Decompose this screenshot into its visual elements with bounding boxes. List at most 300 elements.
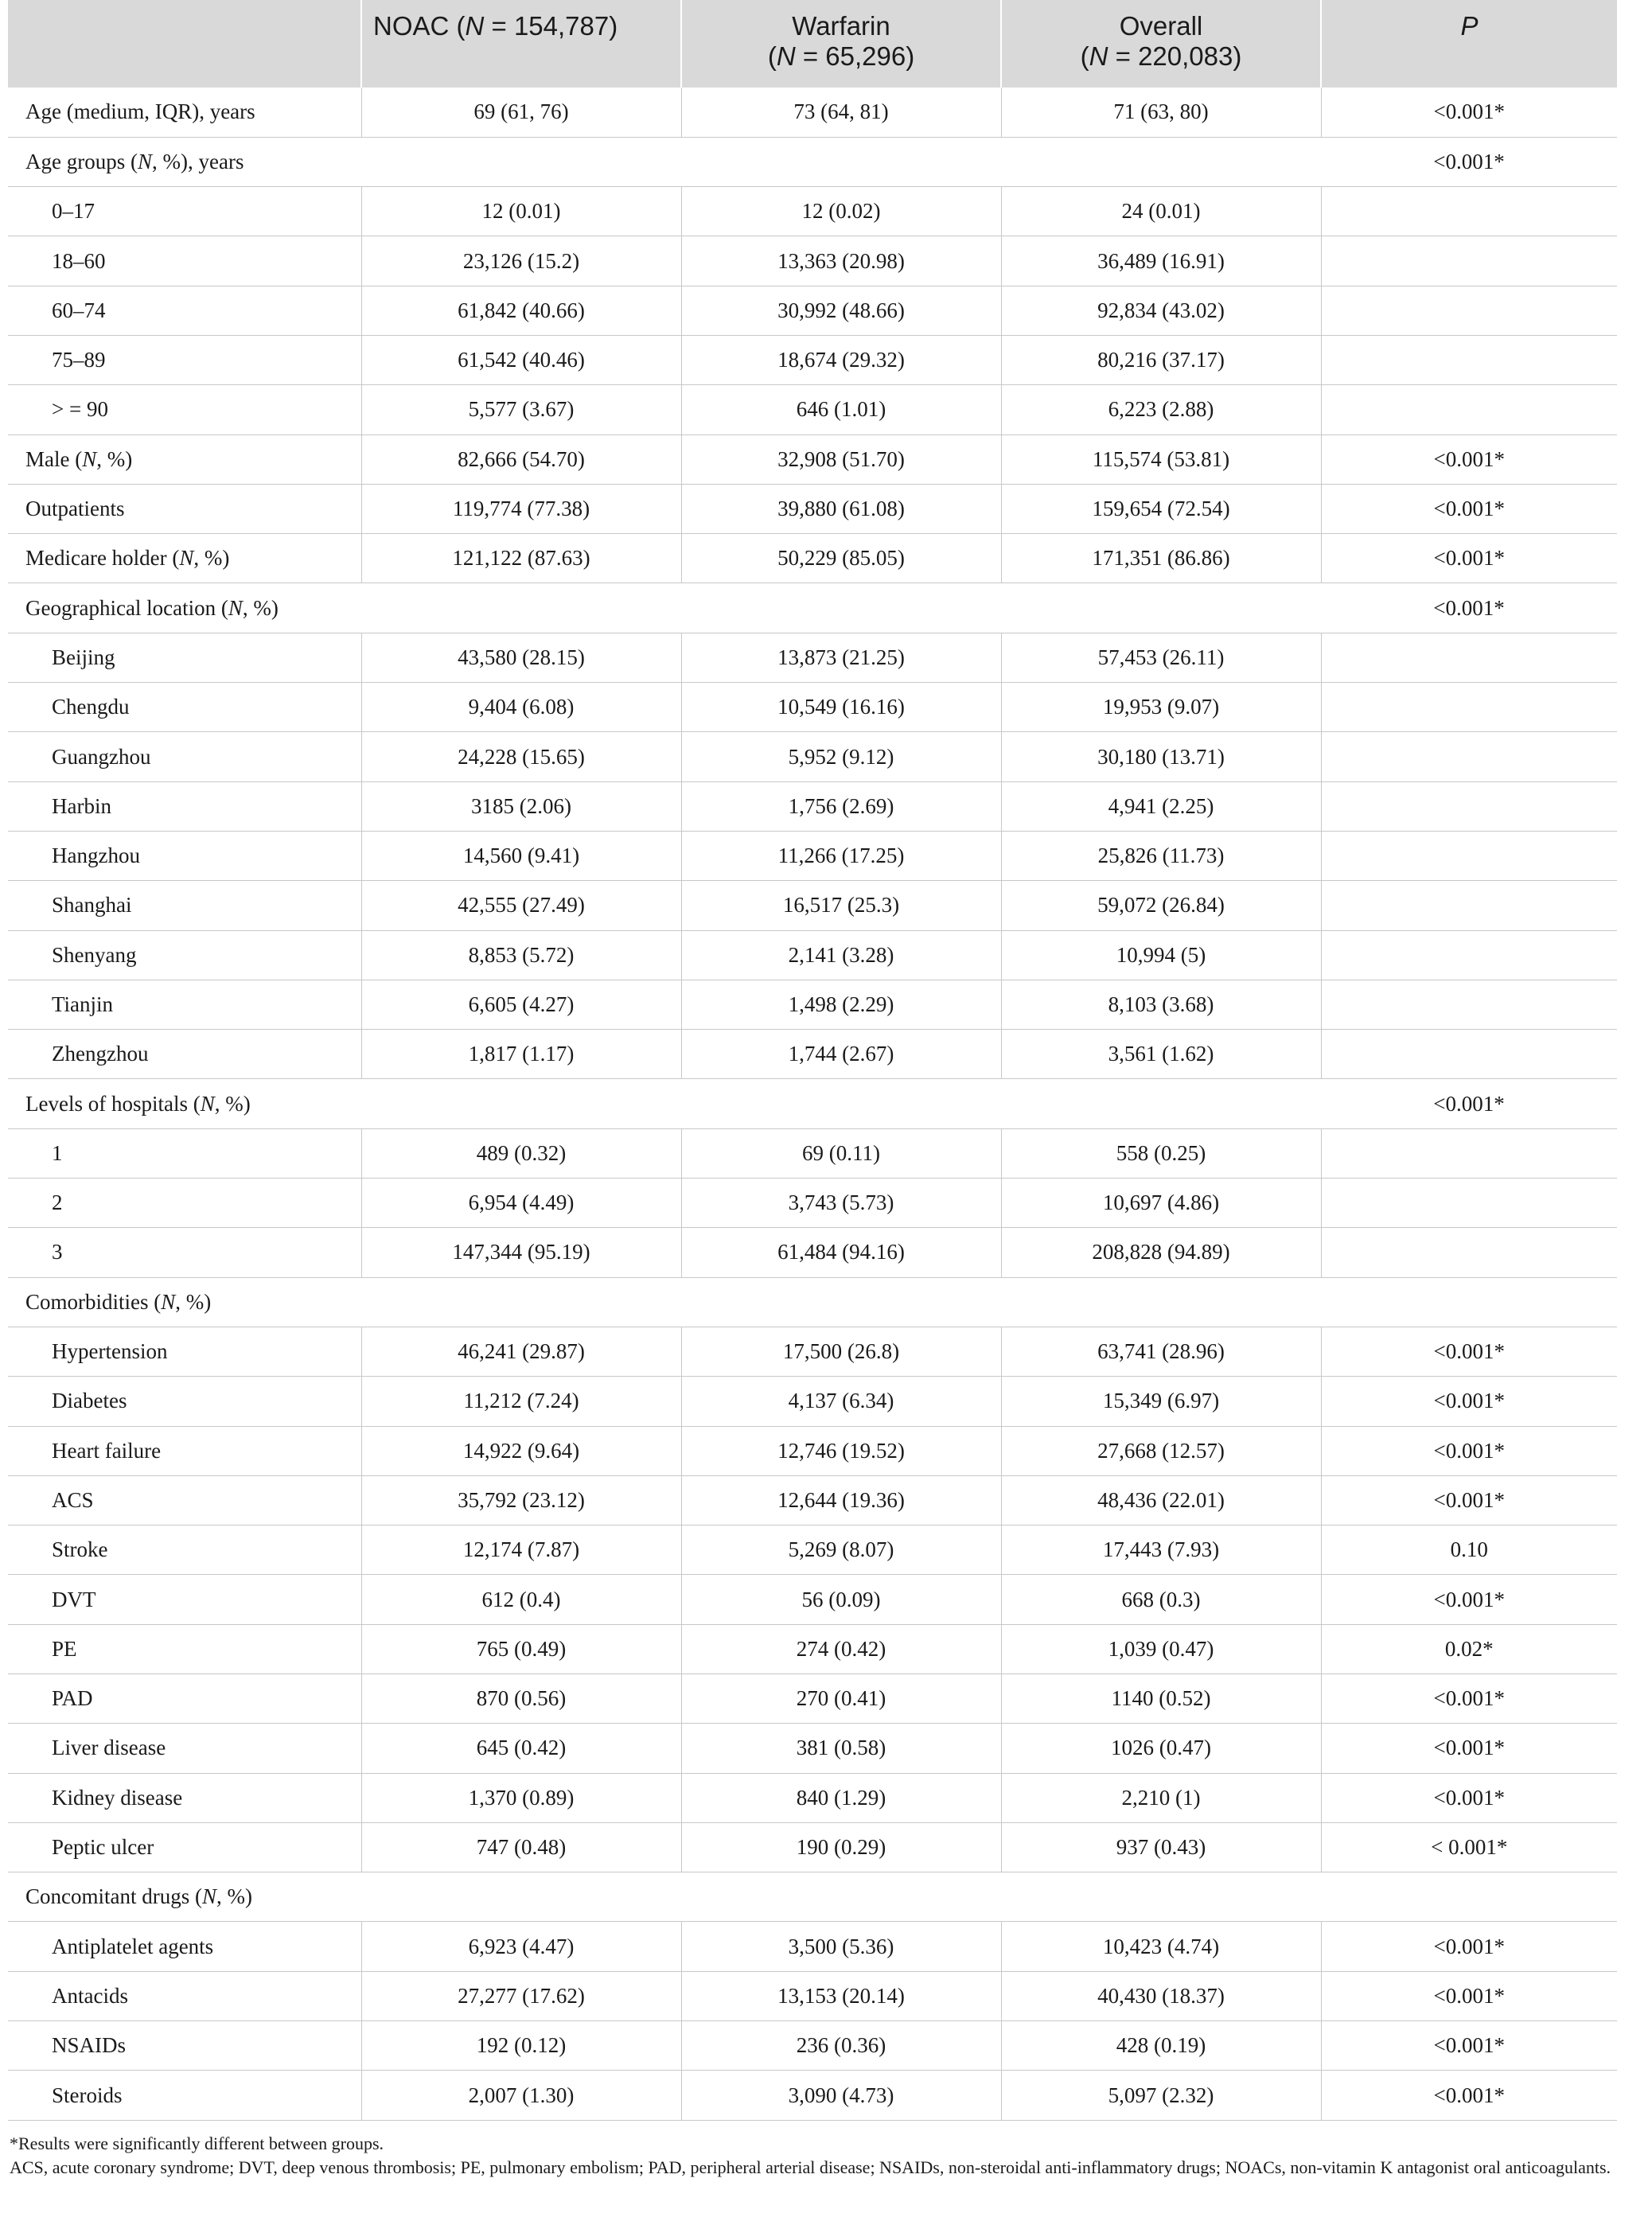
cell-noac: 3185 (2.06): [361, 781, 681, 831]
row-label-text: ACS: [52, 1487, 94, 1512]
row-label: [8, 1922, 361, 1971]
header-overall-title: Overall: [1119, 11, 1203, 41]
cell-p-value: <0.001*: [1321, 1724, 1617, 1773]
row-label: [8, 633, 361, 682]
cell-p-value: <0.001*: [1321, 1327, 1617, 1376]
cell-p-value: [1321, 831, 1617, 880]
table-row: [8, 1773, 1617, 1822]
baseline-characteristics-table: [8, 0, 1617, 2121]
row-label: [8, 1475, 361, 1525]
cell-noac: [361, 1872, 681, 1922]
row-label: [8, 881, 361, 930]
table-row: [8, 1872, 1617, 1922]
cell-noac: 61,842 (40.66): [361, 286, 681, 335]
cell-noac: 612 (0.4): [361, 1575, 681, 1624]
row-label: [8, 286, 361, 335]
cell-warfarin: 3,090 (4.73): [681, 2071, 1001, 2120]
row-label-text: Hypertension: [52, 1339, 168, 1364]
cell-p-value: [1321, 781, 1617, 831]
cell-p-value: [1321, 1277, 1617, 1327]
table-row: [8, 1277, 1617, 1327]
table-row: [8, 1426, 1617, 1475]
cell-noac: 35,792 (23.12): [361, 1475, 681, 1525]
row-label: [8, 2021, 361, 2071]
row-label-italic: N: [228, 595, 243, 620]
row-label: [8, 385, 361, 434]
cell-warfarin: 236 (0.36): [681, 2021, 1001, 2071]
row-label: [8, 1327, 361, 1376]
row-label-italic: N: [201, 1884, 216, 1909]
row-label: [8, 781, 361, 831]
cell-warfarin: 11,266 (17.25): [681, 831, 1001, 880]
row-label-text: Concomitant drugs (: [25, 1884, 202, 1909]
header-overall-open: (: [1080, 41, 1089, 71]
table-row: [8, 286, 1617, 335]
cell-warfarin: 50,229 (85.05): [681, 534, 1001, 583]
row-label-text: Male (: [25, 446, 83, 471]
cell-overall: 558 (0.25): [1001, 1128, 1321, 1178]
row-label-suffix: , %): [193, 546, 230, 571]
header-noac: [361, 0, 681, 88]
row-label: [8, 1575, 361, 1624]
cell-overall: [1001, 1277, 1321, 1327]
cell-warfarin: 69 (0.11): [681, 1128, 1001, 1178]
cell-warfarin: 18,674 (29.32): [681, 335, 1001, 384]
header-p-value: [1321, 0, 1617, 88]
cell-p-value: <0.001*: [1321, 484, 1617, 533]
cell-noac: 9,404 (6.08): [361, 683, 681, 732]
cell-noac: 23,126 (15.2): [361, 236, 681, 286]
row-label: [8, 335, 361, 384]
cell-warfarin: 39,880 (61.08): [681, 484, 1001, 533]
row-label: [8, 1079, 361, 1128]
table-row: [8, 88, 1617, 137]
cell-warfarin: 3,743 (5.73): [681, 1179, 1001, 1228]
table-row: [8, 1228, 1617, 1277]
table-row: [8, 1079, 1617, 1128]
table-container: [8, 0, 1644, 2180]
cell-noac: 46,241 (29.87): [361, 1327, 681, 1376]
table-row: [8, 1674, 1617, 1724]
cell-noac: 870 (0.56): [361, 1674, 681, 1724]
cell-overall: 92,834 (43.02): [1001, 286, 1321, 335]
cell-p-value: <0.001*: [1321, 1922, 1617, 1971]
cell-overall: 40,430 (18.37): [1001, 1971, 1321, 2020]
cell-overall: 80,216 (37.17): [1001, 335, 1321, 384]
table-row: [8, 1525, 1617, 1575]
cell-p-value: [1321, 732, 1617, 781]
header-warfarin-open: (: [767, 41, 777, 71]
cell-warfarin: 5,269 (8.07): [681, 1525, 1001, 1575]
cell-p-value: <0.001*: [1321, 1971, 1617, 2020]
cell-overall: 428 (0.19): [1001, 2021, 1321, 2071]
row-label-text: Zhengzhou: [52, 1042, 149, 1066]
cell-p-value: <0.001*: [1321, 2071, 1617, 2120]
footnote-significance: *Results were significantly different between groups.: [10, 2133, 384, 2153]
cell-overall: 937 (0.43): [1001, 1822, 1321, 1872]
cell-overall: 59,072 (26.84): [1001, 881, 1321, 930]
table-row: [8, 1377, 1617, 1426]
cell-noac: 121,122 (87.63): [361, 534, 681, 583]
cell-warfarin: 73 (64, 81): [681, 88, 1001, 137]
row-label: [8, 980, 361, 1029]
row-label-italic: N: [137, 149, 152, 173]
table-row: [8, 385, 1617, 434]
table-row: [8, 1724, 1617, 1773]
row-label-text: 0–17: [52, 199, 95, 224]
row-label-text: Shenyang: [52, 942, 137, 967]
cell-p-value: [1321, 385, 1617, 434]
row-label: [8, 484, 361, 533]
header-warfarin-title: Warfarin: [792, 11, 890, 41]
cell-noac: 12 (0.01): [361, 187, 681, 236]
cell-p-value: [1321, 881, 1617, 930]
cell-warfarin: 61,484 (94.16): [681, 1228, 1001, 1277]
cell-warfarin: 13,873 (21.25): [681, 633, 1001, 682]
cell-warfarin: 190 (0.29): [681, 1822, 1001, 1872]
table-row: [8, 831, 1617, 880]
row-label-suffix: , %): [96, 446, 133, 471]
cell-warfarin: 274 (0.42): [681, 1624, 1001, 1674]
cell-overall: 27,668 (12.57): [1001, 1426, 1321, 1475]
row-label-text: Antiplatelet agents: [52, 1934, 214, 1958]
cell-warfarin: 1,744 (2.67): [681, 1030, 1001, 1079]
cell-overall: 15,349 (6.97): [1001, 1377, 1321, 1426]
cell-warfarin: [681, 583, 1001, 633]
cell-warfarin: 10,549 (16.16): [681, 683, 1001, 732]
row-label: [8, 732, 361, 781]
row-label: [8, 534, 361, 583]
cell-overall: [1001, 1872, 1321, 1922]
row-label-text: NSAIDs: [52, 2033, 127, 2058]
row-label: [8, 1773, 361, 1822]
row-label-text: > = 90: [52, 397, 108, 422]
cell-p-value: <0.001*: [1321, 137, 1617, 186]
row-label-text: Heart failure: [52, 1438, 162, 1463]
cell-noac: 5,577 (3.67): [361, 385, 681, 434]
row-label-text: Harbin: [52, 793, 111, 818]
row-label-text: PAD: [52, 1686, 93, 1711]
cell-overall: 1026 (0.47): [1001, 1724, 1321, 1773]
table-row: [8, 1575, 1617, 1624]
row-label-text: Kidney disease: [52, 1785, 183, 1810]
cell-warfarin: 5,952 (9.12): [681, 732, 1001, 781]
cell-p-value: <0.001*: [1321, 534, 1617, 583]
cell-overall: 171,351 (86.86): [1001, 534, 1321, 583]
row-label-text: Guangzhou: [52, 744, 151, 769]
row-label-text: Liver disease: [52, 1736, 166, 1760]
cell-noac: 765 (0.49): [361, 1624, 681, 1674]
table-row: [8, 1475, 1617, 1525]
cell-p-value: <0.001*: [1321, 1475, 1617, 1525]
cell-warfarin: 16,517 (25.3): [681, 881, 1001, 930]
cell-overall: 1140 (0.52): [1001, 1674, 1321, 1724]
cell-noac: 43,580 (28.15): [361, 633, 681, 682]
cell-overall: [1001, 583, 1321, 633]
row-label-text: 1: [52, 1140, 63, 1165]
cell-noac: 6,923 (4.47): [361, 1922, 681, 1971]
cell-warfarin: [681, 1079, 1001, 1128]
table-row: [8, 236, 1617, 286]
cell-noac: 11,212 (7.24): [361, 1377, 681, 1426]
cell-p-value: <0.001*: [1321, 2021, 1617, 2071]
cell-warfarin: 3,500 (5.36): [681, 1922, 1001, 1971]
table-row: [8, 434, 1617, 484]
cell-noac: 6,605 (4.27): [361, 980, 681, 1029]
cell-noac: 24,228 (15.65): [361, 732, 681, 781]
row-label: [8, 930, 361, 980]
cell-overall: 10,994 (5): [1001, 930, 1321, 980]
row-label: [8, 1724, 361, 1773]
cell-noac: 1,370 (0.89): [361, 1773, 681, 1822]
row-label-text: 3: [52, 1240, 63, 1264]
cell-noac: 192 (0.12): [361, 2021, 681, 2071]
cell-warfarin: 17,500 (26.8): [681, 1327, 1001, 1376]
row-label: [8, 1030, 361, 1079]
row-label: [8, 187, 361, 236]
table-body: [8, 88, 1617, 2120]
cell-p-value: 0.10: [1321, 1525, 1617, 1575]
cell-warfarin: 56 (0.09): [681, 1575, 1001, 1624]
table-row: [8, 930, 1617, 980]
header-overall-n: N: [1089, 41, 1108, 71]
row-label-text: Age (medium, IQR), years: [25, 99, 255, 124]
cell-noac: 69 (61, 76): [361, 88, 681, 137]
row-label-italic: N: [82, 446, 97, 471]
row-label-text: Beijing: [52, 645, 115, 669]
row-label: [8, 1277, 361, 1327]
cell-overall: 3,561 (1.62): [1001, 1030, 1321, 1079]
table-row: [8, 633, 1617, 682]
row-label-suffix: , %): [175, 1289, 212, 1314]
cell-warfarin: 13,153 (20.14): [681, 1971, 1001, 2020]
cell-overall: 159,654 (72.54): [1001, 484, 1321, 533]
cell-warfarin: [681, 137, 1001, 186]
cell-p-value: <0.001*: [1321, 1773, 1617, 1822]
table-row: [8, 1624, 1617, 1674]
cell-warfarin: 1,756 (2.69): [681, 781, 1001, 831]
row-label: [8, 2071, 361, 2120]
header-overall: [1001, 0, 1321, 88]
cell-overall: 48,436 (22.01): [1001, 1475, 1321, 1525]
cell-overall: 10,697 (4.86): [1001, 1179, 1321, 1228]
header-noac-text: NOAC (: [373, 11, 466, 41]
row-label-text: Geographical location (: [25, 595, 228, 620]
header-warfarin-count: = 65,296): [795, 41, 915, 71]
table-row: [8, 1179, 1617, 1228]
header-noac-n: N: [465, 11, 485, 41]
cell-noac: 14,922 (9.64): [361, 1426, 681, 1475]
row-label: [8, 236, 361, 286]
header-warfarin: [681, 0, 1001, 88]
table-header: [8, 0, 1617, 88]
cell-noac: 6,954 (4.49): [361, 1179, 681, 1228]
table-row: [8, 534, 1617, 583]
cell-overall: 6,223 (2.88): [1001, 385, 1321, 434]
cell-warfarin: 381 (0.58): [681, 1724, 1001, 1773]
row-label-text: Age groups (: [25, 149, 138, 173]
table-row: [8, 781, 1617, 831]
cell-noac: [361, 137, 681, 186]
row-label-text: Tianjin: [52, 992, 114, 1016]
cell-noac: 82,666 (54.70): [361, 434, 681, 484]
cell-warfarin: 12,746 (19.52): [681, 1426, 1001, 1475]
table-row: [8, 683, 1617, 732]
row-label: [8, 1822, 361, 1872]
cell-p-value: [1321, 1128, 1617, 1178]
table-row: [8, 1971, 1617, 2020]
row-label-text: 18–60: [52, 248, 106, 273]
row-label-text: Comorbidities (: [25, 1289, 162, 1314]
cell-warfarin: 840 (1.29): [681, 1773, 1001, 1822]
cell-noac: 645 (0.42): [361, 1724, 681, 1773]
cell-overall: 30,180 (13.71): [1001, 732, 1321, 781]
row-label: [8, 1377, 361, 1426]
row-label-text: Diabetes: [52, 1389, 127, 1413]
row-label-suffix: , %): [242, 595, 279, 620]
row-label-italic: N: [179, 546, 194, 571]
cell-overall: 668 (0.3): [1001, 1575, 1321, 1624]
cell-p-value: <0.001*: [1321, 1674, 1617, 1724]
header-blank: [8, 0, 361, 88]
cell-warfarin: 4,137 (6.34): [681, 1377, 1001, 1426]
cell-noac: 147,344 (95.19): [361, 1228, 681, 1277]
cell-p-value: [1321, 1179, 1617, 1228]
cell-noac: [361, 583, 681, 633]
row-label: [8, 831, 361, 880]
cell-warfarin: 2,141 (3.28): [681, 930, 1001, 980]
cell-overall: 25,826 (11.73): [1001, 831, 1321, 880]
cell-overall: 4,941 (2.25): [1001, 781, 1321, 831]
cell-p-value: <0.001*: [1321, 1377, 1617, 1426]
cell-p-value: [1321, 1872, 1617, 1922]
row-label: [8, 1426, 361, 1475]
cell-warfarin: 12,644 (19.36): [681, 1475, 1001, 1525]
row-label-text: DVT: [52, 1587, 96, 1611]
cell-overall: 10,423 (4.74): [1001, 1922, 1321, 1971]
cell-noac: 14,560 (9.41): [361, 831, 681, 880]
table-row: [8, 2071, 1617, 2120]
table-row: [8, 583, 1617, 633]
cell-overall: 24 (0.01): [1001, 187, 1321, 236]
row-label-text: PE: [52, 1636, 77, 1661]
row-label-text: Antacids: [52, 1983, 128, 2008]
row-label-text: Shanghai: [52, 893, 132, 918]
cell-overall: [1001, 1079, 1321, 1128]
row-label-text: Medicare holder (: [25, 546, 180, 571]
row-label-italic: N: [161, 1289, 176, 1314]
cell-warfarin: [681, 1872, 1001, 1922]
table-row: [8, 484, 1617, 533]
cell-p-value: <0.001*: [1321, 88, 1617, 137]
cell-overall: 5,097 (2.32): [1001, 2071, 1321, 2120]
cell-p-value: <0.001*: [1321, 1426, 1617, 1475]
row-label-text: Levels of hospitals (: [25, 1091, 201, 1116]
table-row: [8, 335, 1617, 384]
cell-overall: 2,210 (1): [1001, 1773, 1321, 1822]
row-label-suffix: , %): [214, 1091, 251, 1116]
cell-overall: 57,453 (26.11): [1001, 633, 1321, 682]
table-row: [8, 1327, 1617, 1376]
cell-noac: 119,774 (77.38): [361, 484, 681, 533]
cell-p-value: [1321, 187, 1617, 236]
cell-overall: [1001, 137, 1321, 186]
cell-warfarin: 32,908 (51.70): [681, 434, 1001, 484]
cell-p-value: <0.001*: [1321, 434, 1617, 484]
cell-overall: 63,741 (28.96): [1001, 1327, 1321, 1376]
row-label-text: 60–74: [52, 298, 106, 322]
cell-noac: [361, 1079, 681, 1128]
table-footnotes: [8, 2132, 1633, 2180]
cell-overall: 208,828 (94.89): [1001, 1228, 1321, 1277]
row-label-text: 2: [52, 1190, 63, 1215]
cell-warfarin: 13,363 (20.98): [681, 236, 1001, 286]
table-row: [8, 137, 1617, 186]
row-label: [8, 583, 361, 633]
row-label-suffix: , %): [216, 1884, 252, 1909]
row-label-text: 75–89: [52, 348, 106, 372]
cell-p-value: [1321, 633, 1617, 682]
row-label-text: Outpatients: [25, 497, 125, 521]
cell-warfarin: 12 (0.02): [681, 187, 1001, 236]
cell-overall: 1,039 (0.47): [1001, 1624, 1321, 1674]
row-label: [8, 683, 361, 732]
table-row: [8, 980, 1617, 1029]
cell-p-value: <0.001*: [1321, 1575, 1617, 1624]
cell-noac: 8,853 (5.72): [361, 930, 681, 980]
row-label: [8, 1525, 361, 1575]
cell-p-value: <0.001*: [1321, 583, 1617, 633]
cell-noac: 2,007 (1.30): [361, 2071, 681, 2120]
cell-p-value: 0.02*: [1321, 1624, 1617, 1674]
row-label: [8, 1971, 361, 2020]
header-overall-count: = 220,083): [1108, 41, 1242, 71]
table-row: [8, 1030, 1617, 1079]
cell-p-value: [1321, 683, 1617, 732]
row-label-suffix: , %), years: [152, 149, 244, 173]
cell-warfarin: 646 (1.01): [681, 385, 1001, 434]
row-label: [8, 1872, 361, 1922]
cell-noac: 747 (0.48): [361, 1822, 681, 1872]
cell-overall: 8,103 (3.68): [1001, 980, 1321, 1029]
cell-p-value: [1321, 1030, 1617, 1079]
cell-overall: 71 (63, 80): [1001, 88, 1321, 137]
header-row: [8, 0, 1617, 88]
row-label: [8, 434, 361, 484]
cell-noac: 27,277 (17.62): [361, 1971, 681, 2020]
cell-p-value: [1321, 1228, 1617, 1277]
row-label: [8, 137, 361, 186]
row-label-text: Chengdu: [52, 695, 130, 719]
header-noac-count: = 154,787): [484, 11, 618, 41]
table-row: [8, 1128, 1617, 1178]
row-label-text: Stroke: [52, 1537, 108, 1562]
row-label: [8, 1624, 361, 1674]
table-row: [8, 881, 1617, 930]
cell-p-value: [1321, 980, 1617, 1029]
table-row: [8, 732, 1617, 781]
row-label-text: Peptic ulcer: [52, 1835, 154, 1860]
table-row: [8, 187, 1617, 236]
footnote-abbreviations: ACS, acute coronary syndrome; DVT, deep venous thrombosis; PE, pulmonary embolism; PAD, peripheral arterial disease; NSAIDs, non-steroidal anti-inflammatory drugs; NOACs, non-vitamin K antagonist oral anticoagulants.: [10, 2157, 1611, 2177]
cell-noac: 12,174 (7.87): [361, 1525, 681, 1575]
row-label: [8, 88, 361, 137]
table-row: [8, 1922, 1617, 1971]
header-warfarin-n: N: [776, 41, 796, 71]
cell-warfarin: 1,498 (2.29): [681, 980, 1001, 1029]
cell-noac: [361, 1277, 681, 1327]
row-label: [8, 1128, 361, 1178]
